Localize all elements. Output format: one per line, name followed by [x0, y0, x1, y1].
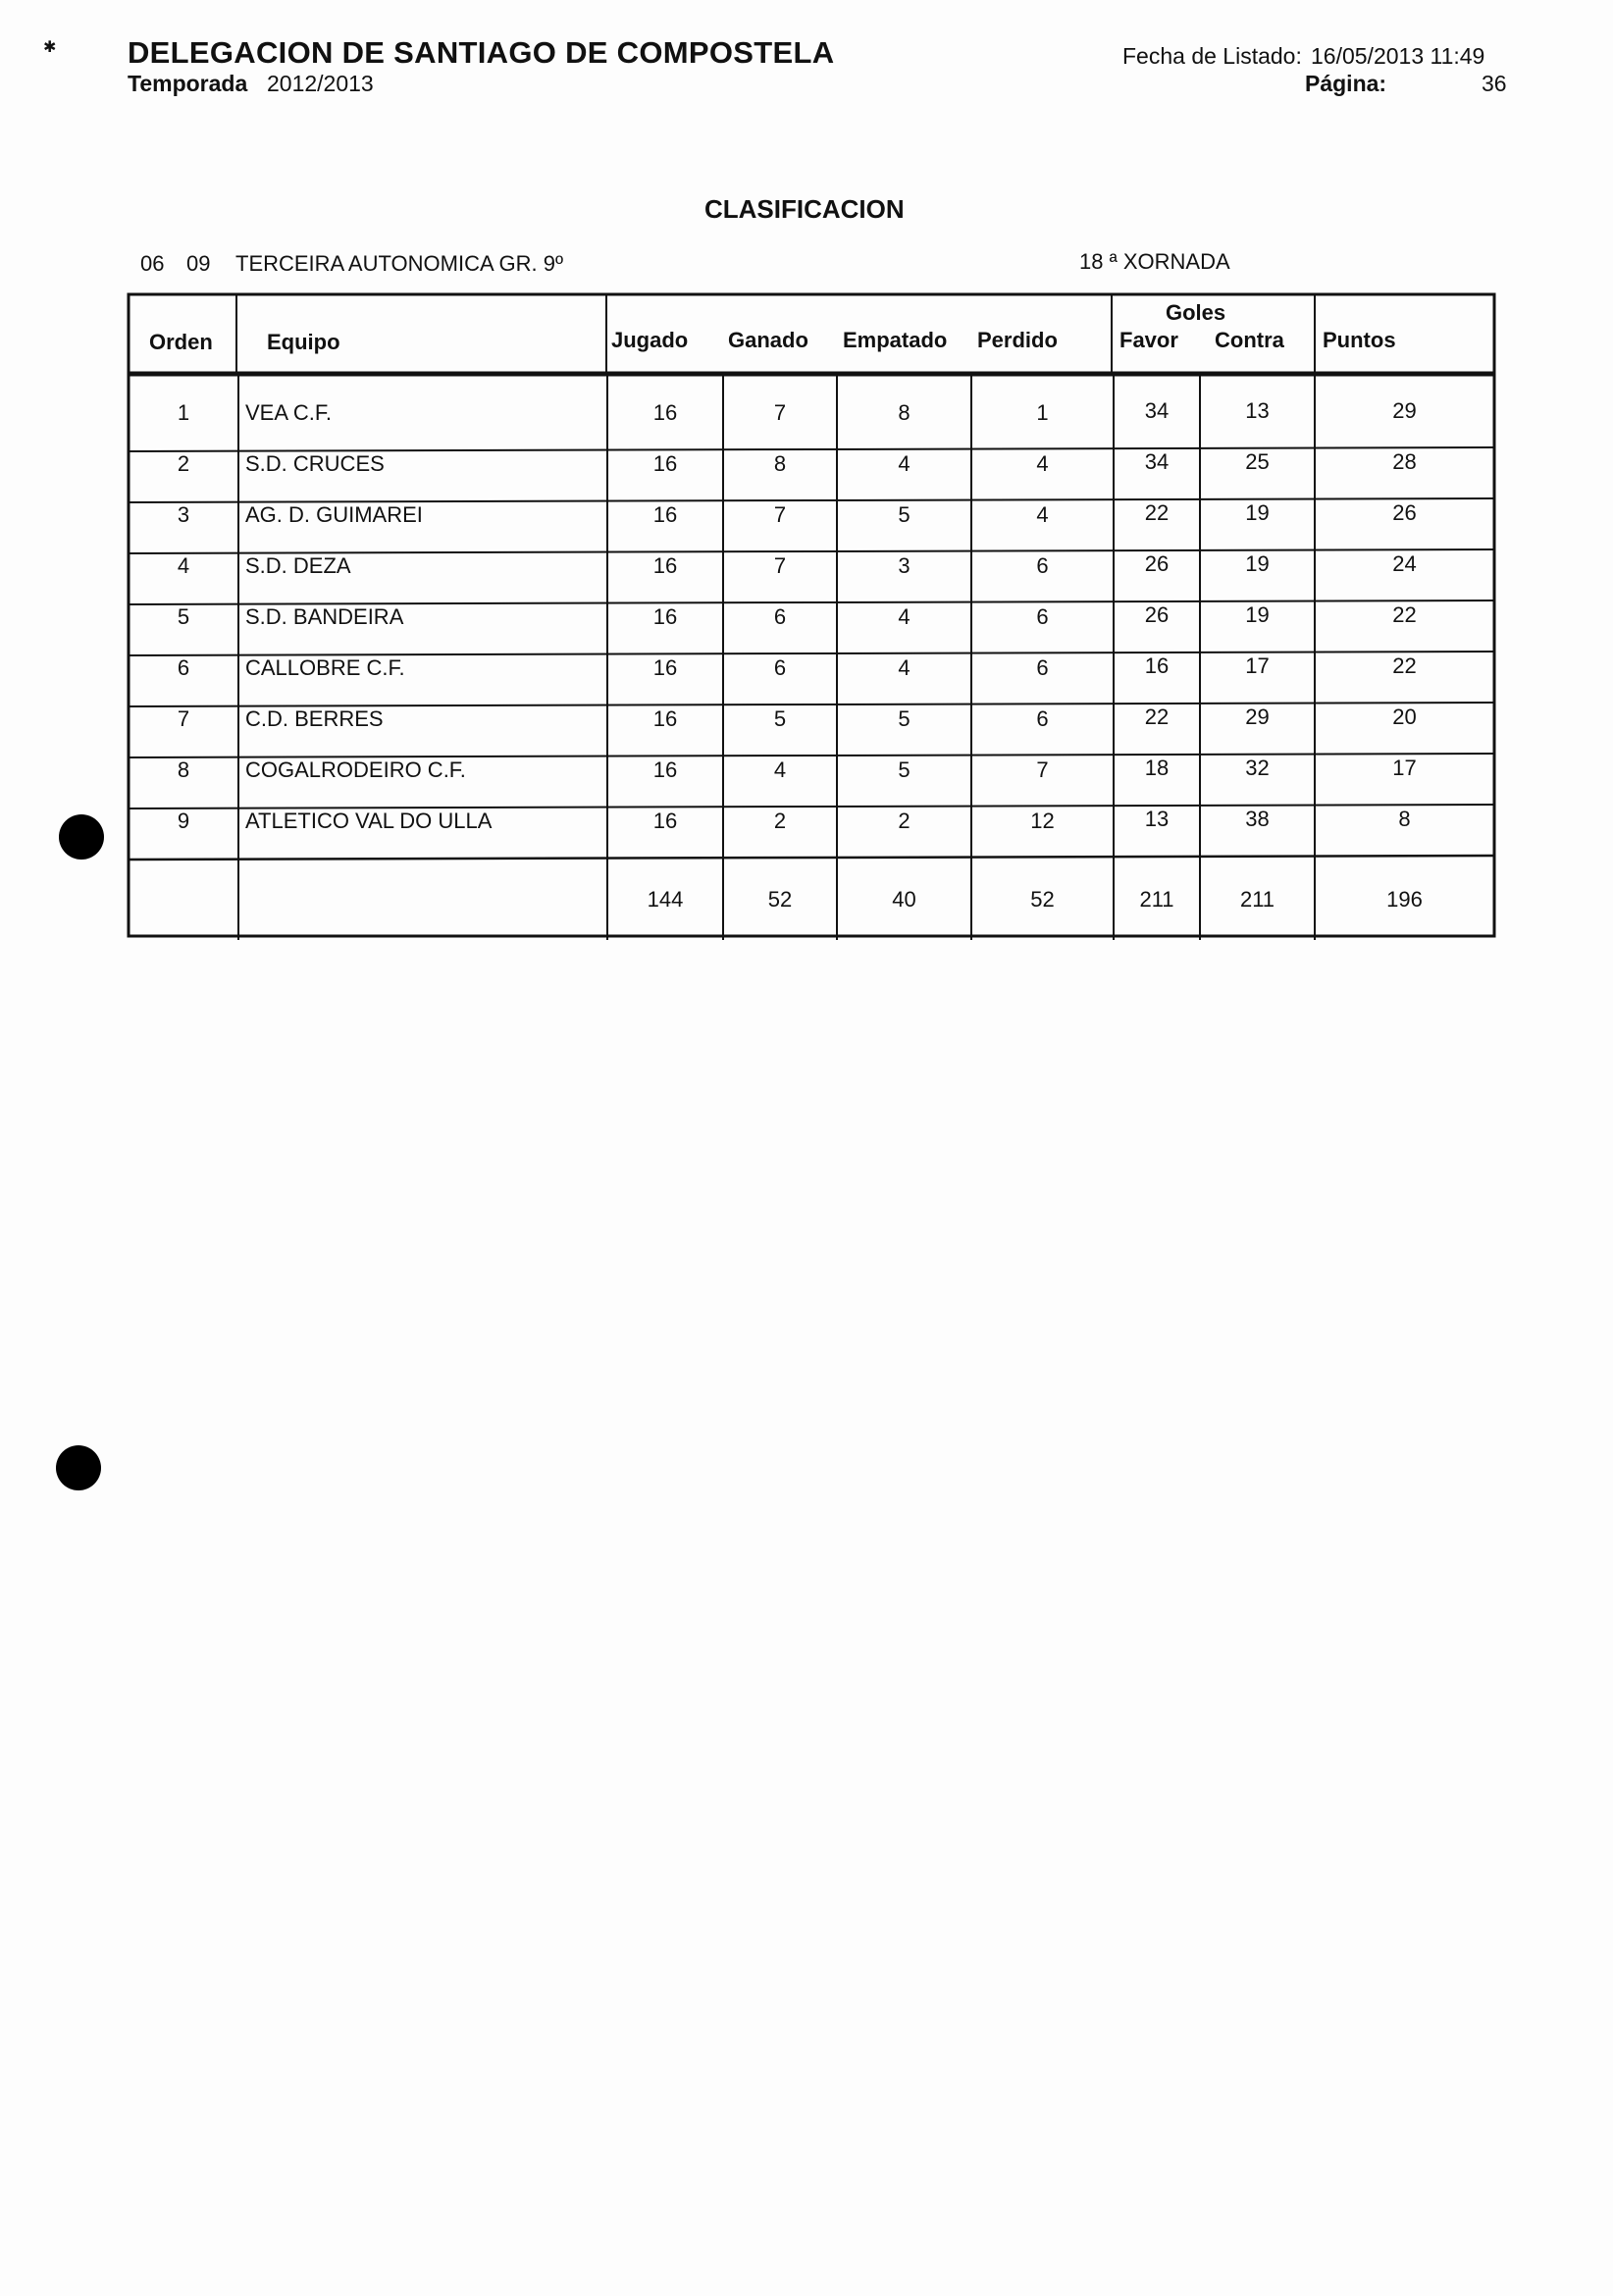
cell-empatado: 8 — [898, 400, 911, 425]
col-header-favor: Favor — [1119, 328, 1178, 352]
cell-puntos: 22 — [1392, 602, 1417, 627]
cell-jugado: 16 — [652, 451, 678, 476]
cell-favor: 22 — [1144, 500, 1170, 525]
cell-jugado: 16 — [652, 604, 678, 629]
cell-orden: 4 — [177, 553, 190, 578]
cell-puntos: 29 — [1392, 398, 1417, 423]
col-header-equipo: Equipo — [267, 330, 340, 354]
category-code-2: 09 — [186, 251, 211, 276]
cell-empatado: 3 — [898, 553, 911, 578]
cell-perdido: 7 — [1036, 757, 1049, 782]
cell-ganado: 6 — [773, 655, 787, 680]
total-cell-favor: 211 — [1139, 887, 1174, 912]
organization-title: DELEGACION DE SANTIAGO DE COMPOSTELA — [128, 35, 835, 70]
cell-favor: 26 — [1144, 602, 1170, 627]
cell-equipo: VEA C.F. — [245, 400, 333, 425]
cell-orden: 7 — [177, 706, 190, 731]
cell-perdido: 4 — [1036, 451, 1049, 476]
cell-empatado: 4 — [898, 604, 911, 629]
cell-ganado: 2 — [773, 809, 787, 833]
col-header-goles: Goles — [1166, 300, 1226, 325]
cell-perdido: 12 — [1030, 809, 1055, 833]
cell-jugado: 16 — [652, 400, 678, 425]
cell-favor: 34 — [1144, 449, 1170, 474]
cell-orden: 8 — [177, 757, 190, 782]
cell-jugado: 16 — [652, 502, 678, 527]
page-label: Página: — [1305, 71, 1387, 96]
cell-ganado: 7 — [773, 502, 787, 527]
category-name: TERCEIRA AUTONOMICA GR. 9º — [235, 251, 564, 276]
cell-favor: 26 — [1144, 551, 1170, 576]
cell-ganado: 4 — [773, 757, 787, 782]
cell-orden: 2 — [177, 451, 190, 476]
cell-ganado: 8 — [773, 451, 787, 476]
cell-orden: 5 — [177, 604, 190, 629]
cell-ganado: 5 — [773, 706, 787, 731]
cell-favor: 18 — [1144, 756, 1170, 780]
season-label: Temporada — [128, 71, 248, 96]
cell-puntos: 8 — [1398, 807, 1411, 831]
col-header-jugado: Jugado — [611, 328, 689, 352]
cell-equipo: AG. D. GUIMAREI — [245, 502, 423, 527]
total-cell-jugado: 144 — [647, 887, 684, 912]
col-header-perdido: Perdido — [977, 328, 1058, 352]
cell-equipo: C.D. BERRES — [245, 706, 384, 731]
cell-empatado: 4 — [898, 655, 911, 680]
cell-contra: 19 — [1245, 500, 1270, 525]
cell-contra: 29 — [1245, 704, 1270, 729]
cell-contra: 32 — [1245, 756, 1270, 780]
col-header-ganado: Ganado — [728, 328, 808, 352]
cell-equipo: COGALRODEIRO C.F. — [245, 757, 466, 782]
cell-equipo: S.D. DEZA — [245, 553, 351, 578]
cell-contra: 25 — [1245, 449, 1270, 474]
cell-contra: 17 — [1245, 653, 1270, 678]
cell-jugado: 16 — [652, 553, 678, 578]
cell-favor: 13 — [1144, 807, 1170, 831]
round-label: 18 ª XORNADA — [1079, 249, 1230, 274]
cell-equipo: CALLOBRE C.F. — [245, 655, 405, 680]
total-cell-contra: 211 — [1239, 887, 1275, 912]
cell-perdido: 6 — [1036, 706, 1049, 731]
punch-hole — [56, 1445, 101, 1490]
cell-empatado: 5 — [898, 706, 911, 731]
col-header-puntos: Puntos — [1323, 328, 1396, 352]
cell-favor: 22 — [1144, 704, 1170, 729]
col-header-contra: Contra — [1215, 328, 1284, 352]
cell-favor: 34 — [1144, 398, 1170, 423]
listing-date-label: Fecha de Listado: — [1122, 43, 1302, 69]
listing-date-value: 16/05/2013 11:49 — [1311, 43, 1485, 69]
cell-jugado: 16 — [652, 655, 678, 680]
col-header-empatado: Empatado — [843, 328, 948, 352]
cell-orden: 9 — [177, 809, 190, 833]
cell-orden: 3 — [177, 502, 190, 527]
col-header-orden: Orden — [149, 330, 213, 354]
cell-equipo: S.D. CRUCES — [245, 451, 385, 476]
cell-ganado: 6 — [773, 604, 787, 629]
cell-favor: 16 — [1144, 653, 1170, 678]
cell-perdido: 6 — [1036, 655, 1049, 680]
cell-empatado: 2 — [898, 809, 911, 833]
cell-empatado: 5 — [898, 502, 911, 527]
cell-jugado: 16 — [652, 757, 678, 782]
cell-perdido: 6 — [1036, 553, 1049, 578]
total-cell-perdido: 52 — [1030, 887, 1055, 912]
cell-puntos: 22 — [1392, 653, 1417, 678]
page-title: CLASIFICACION — [704, 194, 905, 224]
total-cell-empatado: 40 — [892, 887, 916, 912]
table-grid — [0, 0, 1613, 981]
cell-puntos: 24 — [1392, 551, 1417, 576]
cell-ganado: 7 — [773, 553, 787, 578]
cell-orden: 6 — [177, 655, 190, 680]
scan-speck: ✱ — [43, 39, 57, 56]
cell-empatado: 5 — [898, 757, 911, 782]
cell-contra: 19 — [1245, 551, 1270, 576]
category-code-1: 06 — [140, 251, 165, 276]
cell-empatado: 4 — [898, 451, 911, 476]
cell-puntos: 28 — [1392, 449, 1417, 474]
cell-jugado: 16 — [652, 809, 678, 833]
cell-equipo: ATLETICO VAL DO ULLA — [245, 809, 493, 833]
cell-ganado: 7 — [773, 400, 787, 425]
total-cell-puntos: 196 — [1386, 887, 1423, 912]
row-sep-9 — [129, 856, 1494, 860]
cell-puntos: 17 — [1392, 756, 1417, 780]
cell-equipo: S.D. BANDEIRA — [245, 604, 404, 629]
cell-perdido: 6 — [1036, 604, 1049, 629]
cell-contra: 13 — [1245, 398, 1270, 423]
cell-perdido: 1 — [1036, 400, 1049, 425]
cell-perdido: 4 — [1036, 502, 1049, 527]
cell-contra: 19 — [1245, 602, 1270, 627]
cell-puntos: 26 — [1392, 500, 1417, 525]
cell-puntos: 20 — [1392, 704, 1417, 729]
total-cell-ganado: 52 — [767, 887, 793, 912]
season-value: 2012/2013 — [267, 71, 374, 96]
punch-hole — [59, 814, 104, 860]
cell-contra: 38 — [1245, 807, 1270, 831]
cell-orden: 1 — [177, 400, 190, 425]
cell-jugado: 16 — [652, 706, 678, 731]
page-number: 36 — [1482, 71, 1507, 96]
